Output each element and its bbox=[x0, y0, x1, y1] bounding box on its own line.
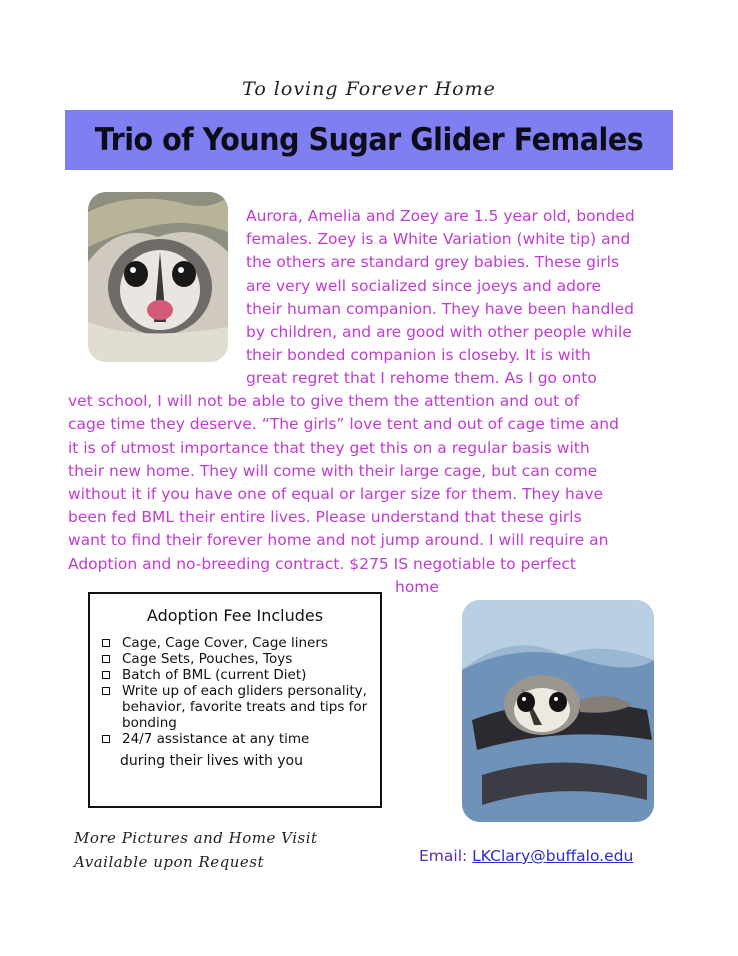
fee-list-item: Batch of BML (current Diet) bbox=[90, 667, 380, 683]
description-line: without it if you have one of equal or larger size for them. They have bbox=[68, 485, 604, 504]
description-line: females. Zoey is a White Variation (white tip) and bbox=[246, 230, 631, 249]
page-title: Trio of Young Sugar Glider Females bbox=[94, 122, 644, 158]
description-line: their human companion. They have been handled bbox=[246, 299, 634, 318]
description-line: their bonded companion is closeby. It is with bbox=[246, 346, 591, 365]
fee-list-item: Cage Sets, Pouches, Toys bbox=[90, 651, 380, 667]
fee-list-item: Write up of each gliders personality, behavior, favorite treats and tips for bonding bbox=[90, 683, 380, 731]
description-line: the others are standard grey babies. These girls bbox=[246, 253, 620, 272]
description-line: their new home. They will come with their large cage, but can come bbox=[68, 461, 598, 480]
description-line: Aurora, Amelia and Zoey are 1.5 year old, bonded bbox=[246, 207, 635, 225]
description-full-width bbox=[68, 367, 619, 599]
description-line: been fed BML their entire lives. Please understand that these girls bbox=[68, 508, 582, 527]
description-line: by children, and are good with other people while bbox=[246, 323, 632, 342]
more-pictures-note bbox=[74, 826, 318, 874]
fee-list bbox=[90, 635, 380, 747]
sugar-glider-photo-bottom bbox=[462, 600, 654, 822]
title-band bbox=[65, 110, 673, 170]
subtitle: To loving Forever Home bbox=[242, 78, 496, 100]
description-line: great regret that I rehome them. As I go onto bbox=[246, 369, 597, 387]
description-line: Adoption and no-breeding contract. $275 IS negotiable to perfect bbox=[68, 554, 577, 573]
description-line: are very well socialized since joeys and adore bbox=[246, 276, 602, 295]
fee-list-item: 24/7 assistance at any time bbox=[90, 731, 380, 747]
description-line: want to find their forever home and not jump around. I will require an bbox=[68, 531, 609, 550]
description-line: home bbox=[395, 577, 439, 596]
adoption-fee-box bbox=[88, 592, 382, 808]
description-right-column bbox=[246, 205, 635, 367]
more-pictures-line-2: Available upon Request bbox=[74, 853, 264, 871]
more-pictures-line-1: More Pictures and Home Visit bbox=[74, 829, 318, 847]
email-link[interactable]: LKClary@buffalo.edu bbox=[472, 847, 634, 865]
description-line: cage time they deserve. “The girls” love tent and out of cage time and bbox=[68, 415, 619, 434]
description-line: vet school, I will not be able to give them the attention and out of bbox=[68, 392, 580, 411]
sugar-glider-photo-top bbox=[88, 192, 228, 362]
email-contact bbox=[419, 847, 633, 865]
fee-list-item: Cage, Cage Cover, Cage liners bbox=[90, 635, 380, 651]
email-label: Email: bbox=[419, 847, 468, 865]
description-line: it is of utmost importance that they get this on a regular basis with bbox=[68, 438, 590, 457]
fee-box-title: Adoption Fee Includes bbox=[146, 606, 324, 625]
fee-list-continuation: during their lives with you bbox=[120, 753, 303, 769]
